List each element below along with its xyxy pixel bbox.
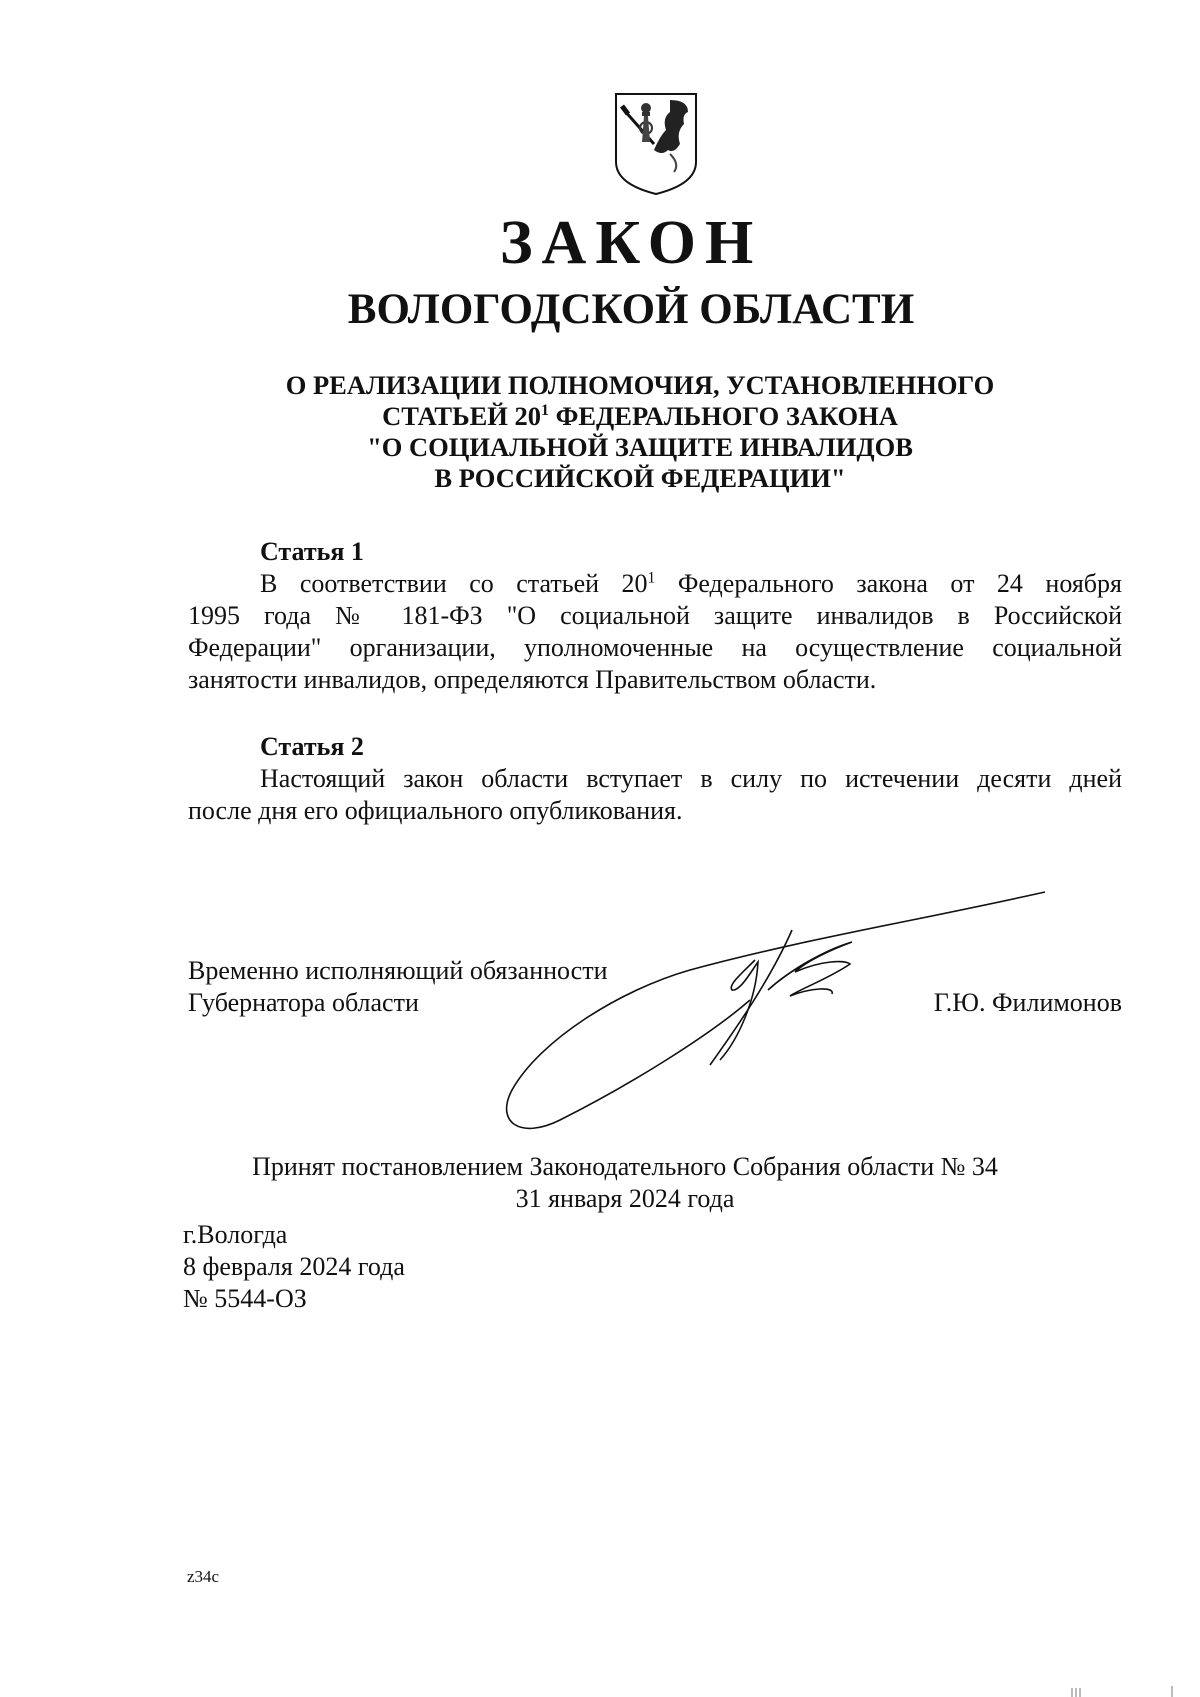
subject-line-row [190,432,1090,463]
superscript-index: 1 [647,569,656,587]
signatory-position-line-2: Губернатора области [188,988,419,1017]
subject-line: "О СОЦИАЛЬНОЙ ЗАЩИТЕ ИНВАЛИДОВ [367,432,913,462]
subject-line: СТАТЬЕЙ $20^1$ ФЕДЕРАЛЬНОГО ЗАКОНА [382,401,898,431]
subject-line-row [190,401,1090,432]
law-number: № 5544-ОЗ [183,1284,307,1313]
paragraph-line: Настоящий закон области вступает в силу по истечении десяти дней [260,764,1122,793]
handwritten-signature [500,890,1060,1150]
subject-line-row [190,463,1090,494]
paragraph-line: В соответствии со статьей $20^1$ Федерального закона от 24 ноября [260,569,1122,598]
document-title: ЗАКОН [499,209,763,277]
signatory-name: Г.Ю. Филимонов [933,988,1122,1017]
signatory-position-line-1: Временно исполняющий обязанности [188,956,608,985]
signing-date: 8 февраля 2024 года [183,1252,405,1281]
subject-line: О РЕАЛИЗАЦИИ ПОЛНОМОЧИЯ, УСТАНОВЛЕННОГО [285,370,995,400]
adoption-info [0,1151,1200,1215]
article-2-text [188,763,1122,827]
article-2-heading: Статья 2 [260,732,364,761]
subject-line-row [190,370,1090,401]
document-region: ВОЛОГОДСКОЙ ОБЛАСТИ [347,286,915,333]
superscript-index: 1 [541,402,549,420]
scan-edge-marks [1060,1680,1180,1697]
paragraph-line: Федерации" организации, уполномоченные на осуществление социальной [188,633,1122,662]
place-date-number [183,1219,405,1315]
adoption-line-1: Принят постановлением Законодательного Собрания области № 34 [252,1152,998,1181]
law-subject [190,370,1090,494]
place-city: г.Вологда [183,1220,288,1249]
adoption-line-2: 31 января 2024 года [515,1184,735,1213]
paragraph-line: после дня его официального опубликования. [188,796,683,825]
paragraph-line: занятости инвалидов, определяются Правительством области. [188,665,877,694]
paragraph-line: 1995 года № 181-ФЗ "О социальной защите инвалидов в Российской [188,601,1122,630]
coat-of-arms-emblem [614,92,698,196]
subject-line: В РОССИЙСКОЙ ФЕДЕРАЦИИ" [434,463,846,493]
article-1-text [188,568,1122,696]
footer-code: z34c [187,1567,220,1586]
article-1-heading: Статья 1 [260,537,364,566]
